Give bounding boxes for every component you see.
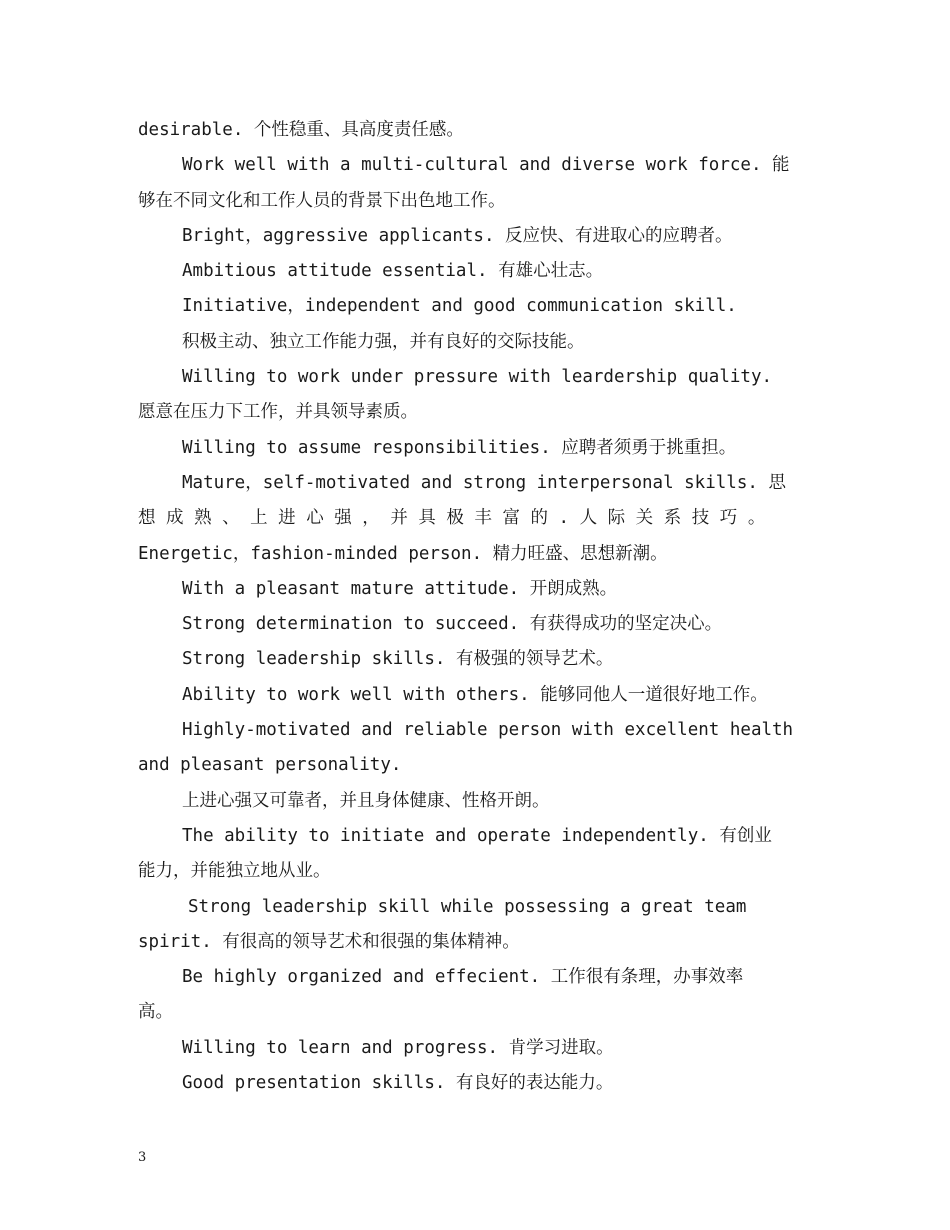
text-line: 积极主动、独立工作能力强，并有良好的交际技能。: [182, 331, 585, 352]
text-line: 愿意在压力下工作，并具领导素质。: [138, 402, 418, 423]
text-line: Strong leadership skill while possessing a great team: [188, 896, 747, 917]
text-line: Good presentation skills. 有良好的表达能力。: [182, 1073, 614, 1094]
text-line: Strong leadership skills. 有极强的领导艺术。: [182, 649, 614, 670]
text-line: Energetic，fashion-minded person. 精力旺盛、思想新潮。: [138, 543, 668, 564]
text-line: 想 成 熟 、 上 进 心 强 ， 并 具 极 丰 富 的 . 人 际 关 系 技 巧 。: [138, 508, 766, 529]
text-line: With a pleasant mature attitude. 开朗成熟。: [182, 578, 618, 599]
text-line: Strong determination to succeed. 有获得成功的坚定决心。: [182, 614, 723, 635]
text-line: Willing to assume responsibilities. 应聘者须勇于挑重担。: [182, 437, 737, 458]
text-line: spirit. 有很高的领导艺术和很强的集体精神。: [138, 931, 520, 952]
text-line: Initiative，independent and good communication skill.: [182, 296, 737, 317]
text-line: 能力，并能独立地从业。: [138, 861, 331, 882]
text-line: 够在不同文化和工作人员的背景下出色地工作。: [138, 190, 506, 211]
text-line: and pleasant personality.: [138, 755, 402, 776]
page-number: 3: [138, 1150, 147, 1165]
text-line: Bright，aggressive applicants. 反应快、有进取心的应聘者。: [182, 225, 733, 246]
text-line: Willing to work under pressure with leardership quality.: [182, 367, 773, 388]
text-line: The ability to initiate and operate independently. 有创业: [182, 825, 772, 846]
text-line: Ability to work well with others. 能够同他人一道很好地工作。: [182, 684, 768, 705]
text-line: 高。: [138, 1002, 173, 1023]
text-line: Ambitious attitude essential. 有雄心壮志。: [182, 261, 604, 282]
text-line: 上进心强又可靠者，并且身体健康、性格开朗。: [182, 790, 550, 811]
text-line: Highly-motivated and reliable person with excellent health: [182, 720, 794, 741]
text-line: Mature，self-motivated and strong interpersonal skills. 思: [182, 472, 786, 493]
text-line: Work well with a multi-cultural and diverse work force. 能: [182, 155, 790, 176]
document-body: [138, 113, 818, 1101]
text-line: Willing to learn and progress. 肯学习进取。: [182, 1037, 614, 1058]
text-line: Be highly organized and effecient. 工作很有条理，办事效率: [182, 967, 744, 988]
text-line: desirable. 个性稳重、具高度责任感。: [138, 120, 464, 140]
